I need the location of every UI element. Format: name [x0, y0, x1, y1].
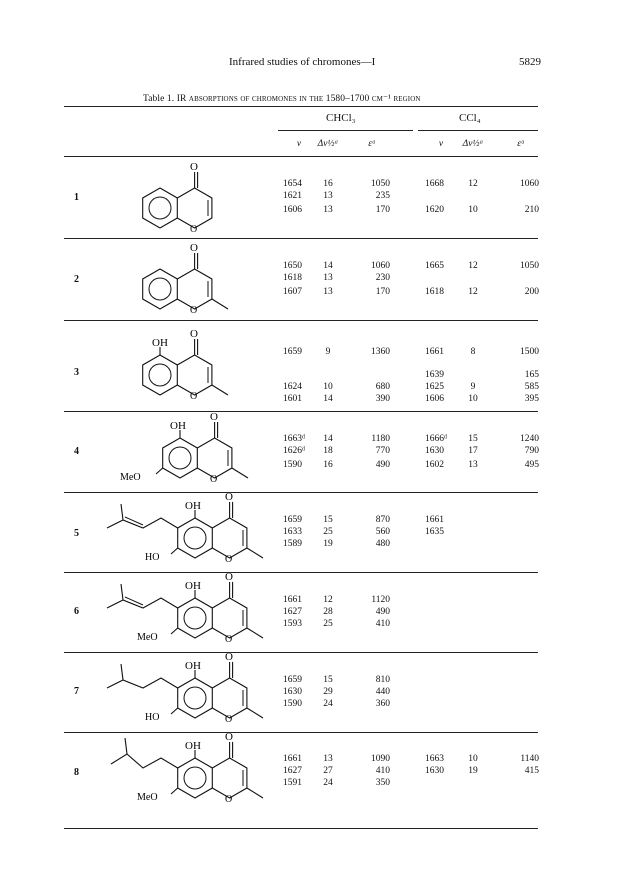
- table-cell: 1607: [283, 287, 302, 297]
- compound-number: 4: [74, 446, 79, 457]
- table-cell: 1661: [283, 595, 302, 605]
- table-cell: 1659: [283, 675, 302, 685]
- table-cell: 13: [323, 205, 333, 215]
- table-cell: 28: [323, 607, 333, 617]
- table-cell: 12: [468, 261, 478, 271]
- table-cell: 790: [524, 446, 539, 456]
- atom-label: O: [190, 328, 198, 340]
- table-cell: 1120: [371, 595, 390, 605]
- table-cell: 770: [375, 446, 390, 456]
- compound-number: 1: [74, 192, 79, 203]
- table-cell: 18: [323, 446, 333, 456]
- table-cell: 19: [468, 766, 478, 776]
- atom-label: O: [210, 474, 218, 485]
- table-cell: 350: [375, 778, 390, 788]
- table-cell: 585: [524, 382, 539, 392]
- compound-number: 8: [74, 767, 79, 778]
- table-cell: 10: [468, 394, 478, 404]
- table-cell: 14: [323, 394, 333, 404]
- atom-label: O: [190, 224, 198, 235]
- table-cell: 25: [323, 619, 333, 629]
- table-cell: 230: [375, 273, 390, 283]
- table-cell: 13: [323, 754, 333, 764]
- table-cell: 9: [470, 382, 476, 392]
- table-cell: 1663: [425, 754, 444, 764]
- table-cell: 13: [323, 191, 333, 201]
- table-cell: 210: [524, 205, 539, 215]
- table-cell: 9: [325, 347, 331, 357]
- oh-label: OH: [185, 500, 201, 512]
- table-cell: 1661: [283, 754, 302, 764]
- table-cell: 1590: [283, 699, 302, 709]
- atom-label: O: [190, 161, 198, 173]
- column-header: εᵃ: [517, 139, 525, 149]
- structure-8: [111, 731, 263, 805]
- atom-label: O: [225, 731, 233, 743]
- table-cell: 490: [375, 607, 390, 617]
- table-cell: 14: [323, 434, 333, 444]
- table-cell: 170: [375, 205, 390, 215]
- table-cell: 680: [375, 382, 390, 392]
- oh-label: OH: [185, 740, 201, 752]
- table-cell: 1630: [425, 766, 444, 776]
- atom-label: O: [225, 491, 233, 503]
- table-cell: 440: [375, 687, 390, 697]
- table-cell: 1626ᵈ: [283, 446, 305, 456]
- column-header: Δν½ᵃ: [462, 139, 484, 149]
- table-cell: 480: [375, 539, 390, 549]
- table-cell: 1602: [425, 460, 444, 470]
- compound-number: 6: [74, 606, 79, 617]
- table-cell: 15: [323, 675, 333, 685]
- table-cell: 1659: [283, 347, 302, 357]
- table-cell: 13: [323, 287, 333, 297]
- table-cell: 1620: [425, 205, 444, 215]
- atom-label: O: [225, 651, 233, 663]
- table-cell: 1630: [283, 687, 302, 697]
- table-cell: 165: [524, 370, 539, 380]
- table-caption-lead: Table 1.: [143, 94, 175, 104]
- table-cell: 24: [323, 699, 333, 709]
- table-cell: 10: [468, 754, 478, 764]
- atom-label: O: [190, 305, 198, 316]
- table-cell: 1661: [425, 515, 444, 525]
- table-cell: 16: [323, 460, 333, 470]
- table-cell: 12: [468, 287, 478, 297]
- table-cell: 1360: [371, 347, 390, 357]
- compound-number: 5: [74, 528, 79, 539]
- table-cell: 1500: [520, 347, 539, 357]
- table-cell: 490: [375, 460, 390, 470]
- table-cell: 415: [524, 766, 539, 776]
- table-cell: 1050: [520, 261, 539, 271]
- table-cell: 1630: [425, 446, 444, 456]
- table-cell: 1627: [283, 607, 302, 617]
- table-cell: 1625: [425, 382, 444, 392]
- column-header: ν: [438, 139, 444, 149]
- table-cell: 1140: [520, 754, 539, 764]
- table-cell: 19: [323, 539, 333, 549]
- table-cell: 1624: [283, 382, 302, 392]
- table-cell: 25: [323, 527, 333, 537]
- structure-6: [107, 571, 263, 645]
- structure-7: [107, 651, 263, 725]
- table-cell: 1663ᵈ: [283, 434, 305, 444]
- table-cell: 29: [323, 687, 333, 697]
- table-cell: 1090: [371, 754, 390, 764]
- atom-label: O: [210, 411, 218, 423]
- table-cell: 1606: [425, 394, 444, 404]
- table-cell: 13: [468, 460, 478, 470]
- column-header: εᵃ: [368, 139, 376, 149]
- table-cell: 1591: [283, 778, 302, 788]
- oh-label: OH: [170, 420, 186, 432]
- column-header: Δν½ᵃ: [317, 139, 339, 149]
- table-cell: 560: [375, 527, 390, 537]
- atom-label: O: [190, 242, 198, 254]
- table-cell: 1601: [283, 394, 302, 404]
- table-cell: 1060: [520, 179, 539, 189]
- table-cell: 1606: [283, 205, 302, 215]
- compound-number: 7: [74, 686, 79, 697]
- table-cell: 17: [468, 446, 478, 456]
- table-cell: 410: [375, 766, 390, 776]
- meo-label: MeO: [120, 472, 141, 483]
- ho-label: HO: [145, 552, 160, 563]
- table-caption-text: IR absorptions of chromones in the 1580–1700 cm⁻¹ region: [174, 94, 421, 104]
- table-cell: 1659: [283, 515, 302, 525]
- table-cell: 200: [524, 287, 539, 297]
- column-header: ν: [296, 139, 302, 149]
- table-cell: 27: [323, 766, 333, 776]
- table-cell: 15: [323, 515, 333, 525]
- table-cell: 1593: [283, 619, 302, 629]
- running-title: Infrared studies of chromones—I: [229, 56, 376, 68]
- table-cell: 495: [524, 460, 539, 470]
- table-cell: 395: [524, 394, 539, 404]
- atom-label: O: [225, 634, 233, 645]
- table-cell: 1666ᵈ: [425, 434, 447, 444]
- table-cell: 1627: [283, 766, 302, 776]
- atom-label: O: [225, 554, 233, 565]
- table-cell: 1589: [283, 539, 302, 549]
- table-cell: 1665: [425, 261, 444, 271]
- table-cell: 1650: [283, 261, 302, 271]
- table-cell: 1621: [283, 191, 302, 201]
- structure-5: [107, 491, 263, 565]
- table-cell: 8: [470, 347, 476, 357]
- ho-label: HO: [145, 712, 160, 723]
- structure-4: [120, 411, 248, 485]
- table-cell: 235: [375, 191, 390, 201]
- table-cell: 1618: [425, 287, 444, 297]
- table-cell: 1180: [371, 434, 390, 444]
- oh-label: OH: [152, 337, 168, 349]
- table-cell: 10: [323, 382, 333, 392]
- table-cell: 10: [468, 205, 478, 215]
- structure-3: [143, 328, 228, 402]
- table-cell: 1590: [283, 460, 302, 470]
- table-cell: 12: [468, 179, 478, 189]
- table-cell: 1060: [371, 261, 390, 271]
- compound-number: 2: [74, 274, 79, 285]
- table-cell: 16: [323, 179, 333, 189]
- table-cell: 1618: [283, 273, 302, 283]
- table-cell: 13: [323, 273, 333, 283]
- atom-label: O: [190, 391, 198, 402]
- table-cell: 870: [375, 515, 390, 525]
- solvent-chcl3: CHCl₃: [326, 112, 356, 124]
- table-cell: 12: [323, 595, 333, 605]
- table-cell: 1635: [425, 527, 444, 537]
- meo-label: MeO: [137, 632, 158, 643]
- page-number: 5829: [519, 56, 541, 68]
- atom-label: O: [225, 714, 233, 725]
- solvent-ccl4: CCl₄: [459, 112, 481, 124]
- table-cell: 1639: [425, 370, 444, 380]
- table-cell: 1654: [283, 179, 302, 189]
- table-cell: 1240: [520, 434, 539, 444]
- table-cell: 170: [375, 287, 390, 297]
- table-cell: 1050: [371, 179, 390, 189]
- table-cell: 390: [375, 394, 390, 404]
- compound-number: 3: [74, 367, 79, 378]
- table-cell: 810: [375, 675, 390, 685]
- meo-label: MeO: [137, 792, 158, 803]
- atom-label: O: [225, 794, 233, 805]
- table-cell: 1668: [425, 179, 444, 189]
- table-cell: 14: [323, 261, 333, 271]
- oh-label: OH: [185, 660, 201, 672]
- table-cell: 1633: [283, 527, 302, 537]
- structure-2: [143, 242, 228, 316]
- table-cell: 1661: [425, 347, 444, 357]
- oh-label: OH: [185, 580, 201, 592]
- table-cell: 360: [375, 699, 390, 709]
- table-cell: 410: [375, 619, 390, 629]
- table-cell: 24: [323, 778, 333, 788]
- atom-label: O: [225, 571, 233, 583]
- table-cell: 15: [468, 434, 478, 444]
- structure-1: [143, 161, 212, 235]
